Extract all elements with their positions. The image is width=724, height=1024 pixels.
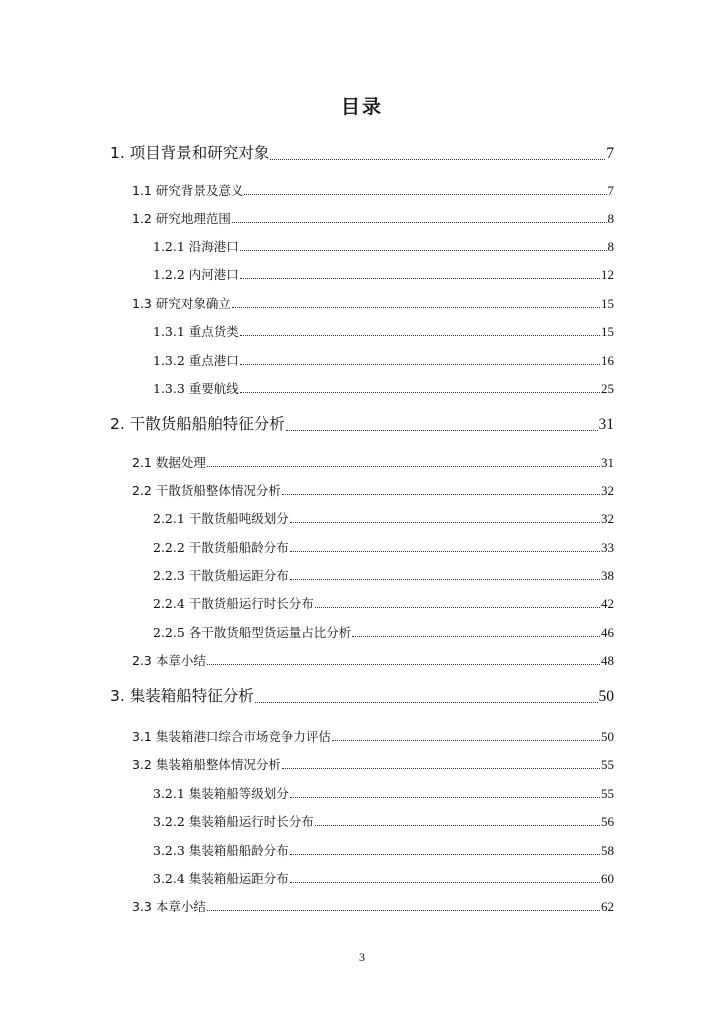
toc-leader-dots	[286, 430, 598, 431]
toc-leader-dots	[240, 392, 600, 393]
toc-entry-page: 8	[607, 211, 614, 226]
toc-entry-label: 1.2.2 内河港口	[153, 266, 239, 282]
toc-entry-label: 2.2.4 干散货船运行时长分布	[153, 595, 314, 611]
toc-entry-page: 33	[601, 540, 614, 555]
toc-leader-dots	[282, 768, 600, 769]
toc-entry-page: 7	[607, 183, 614, 198]
toc-leader-dots	[282, 494, 600, 495]
toc-entry-page: 55	[601, 757, 614, 772]
toc-entry-label: 2.1 数据处理	[132, 454, 206, 470]
toc-leader-dots	[315, 825, 600, 826]
toc-entry-3-3[interactable]	[132, 900, 614, 913]
toc-entry-page: 58	[601, 843, 614, 858]
toc-entry-1-2-2[interactable]	[153, 268, 614, 281]
toc-entry-label: 3.3 本章小结	[132, 898, 206, 914]
toc-entry-label: 1.3.2 重点港口	[153, 352, 239, 368]
toc-entry-2[interactable]	[110, 417, 614, 433]
toc-entry-page: 50	[601, 729, 614, 744]
toc-entry-page: 31	[598, 416, 614, 433]
toc-leader-dots	[240, 278, 600, 279]
toc-entry-page: 8	[607, 239, 614, 254]
toc-entry-page: 62	[601, 899, 614, 914]
toc-entry-page: 7	[606, 145, 614, 162]
toc-entry-label: 1.2 研究地理范围	[132, 210, 231, 226]
toc-entry-1-2-1[interactable]	[153, 240, 614, 253]
toc-leader-dots	[290, 551, 600, 552]
toc-leader-dots	[232, 307, 600, 308]
toc-leader-dots	[207, 910, 600, 911]
toc-entry-page: 50	[598, 688, 614, 705]
toc-entry-page: 38	[601, 568, 614, 583]
toc-entry-label: 1.1 研究背景及意义	[132, 182, 244, 198]
toc-entry-2-2-5[interactable]	[153, 626, 614, 639]
toc-entry-1[interactable]	[110, 146, 614, 162]
toc-entry-1-3-1[interactable]	[153, 325, 614, 338]
toc-entry-label: 3.2.3 集装箱船船龄分布	[153, 842, 289, 858]
toc-entry-label: 1.2.1 沿海港口	[153, 238, 239, 254]
toc-leader-dots	[315, 607, 600, 608]
toc-entry-1-1[interactable]	[132, 184, 614, 197]
toc-entry-page: 55	[601, 786, 614, 801]
toc-leader-dots	[290, 797, 600, 798]
toc-entry-3-1[interactable]	[132, 730, 614, 743]
toc-leader-dots	[240, 335, 600, 336]
toc-leader-dots	[240, 250, 607, 251]
toc-entry-page: 15	[601, 324, 614, 339]
toc-entry-label: 3.1 集装箱港口综合市场竞争力评估	[132, 728, 331, 744]
toc-leader-dots	[290, 522, 600, 523]
toc-entry-label: 3.2.1 集装箱船等级划分	[153, 785, 289, 801]
toc-entry-page: 12	[601, 267, 614, 282]
toc-leader-dots	[270, 159, 605, 160]
toc-entry-1-2[interactable]	[132, 212, 614, 225]
toc-entry-1-3[interactable]	[132, 297, 614, 310]
toc-leader-dots	[332, 740, 600, 741]
toc-entry-page: 25	[601, 381, 614, 396]
toc-entry-2-3[interactable]	[132, 654, 614, 667]
toc-entry-page: 16	[601, 353, 614, 368]
toc-entry-label: 3.2.2 集装箱船运行时长分布	[153, 813, 314, 829]
toc-entry-page: 48	[601, 653, 614, 668]
toc-entry-3-2[interactable]	[132, 758, 614, 771]
toc-entry-1-3-2[interactable]	[153, 354, 614, 367]
toc-leader-dots	[255, 702, 598, 703]
toc-entry-1-3-3[interactable]	[153, 382, 614, 395]
toc-leader-dots	[207, 664, 600, 665]
toc-entry-page: 60	[601, 871, 614, 886]
toc-title: 目录	[340, 96, 383, 118]
page-number: 3	[359, 950, 365, 964]
toc-entry-2-2-2[interactable]	[153, 541, 614, 554]
toc-entry-label: 1.3 研究对象确立	[132, 295, 231, 311]
toc-entry-2-1[interactable]	[132, 456, 614, 469]
toc-leader-dots	[290, 854, 600, 855]
toc-entry-label: 2.2 干散货船整体情况分析	[132, 482, 281, 498]
toc-leader-dots	[240, 364, 600, 365]
toc-entry-label: 2. 干散货船船舶特征分析	[110, 415, 285, 433]
toc-leader-dots	[244, 194, 606, 195]
toc-entry-label: 2.2.2 干散货船船龄分布	[153, 539, 289, 555]
toc-entry-label: 3.2.4 集装箱船运距分布	[153, 870, 289, 886]
toc-entry-page: 15	[601, 296, 614, 311]
toc-entry-2-2-1[interactable]	[153, 512, 614, 525]
toc-entry-label: 2.3 本章小结	[132, 652, 206, 668]
toc-entry-2-2-3[interactable]	[153, 569, 614, 582]
toc-entry-2-2-4[interactable]	[153, 597, 614, 610]
toc-entry-page: 32	[601, 511, 614, 526]
toc-entry-3[interactable]	[110, 689, 614, 705]
toc-entry-page: 32	[601, 483, 614, 498]
toc-entry-label: 1. 项目背景和研究对象	[110, 144, 270, 162]
toc-leader-dots	[352, 636, 600, 637]
toc-entry-page: 31	[601, 455, 614, 470]
toc-entry-3-2-3[interactable]	[153, 844, 614, 857]
toc-entry-3-2-4[interactable]	[153, 872, 614, 885]
toc-entry-label: 3.2 集装箱船整体情况分析	[132, 756, 281, 772]
toc-entry-label: 1.3.3 重要航线	[153, 380, 239, 396]
toc-entry-2-2[interactable]	[132, 484, 614, 497]
toc-leader-dots	[207, 466, 600, 467]
toc-entry-label: 1.3.1 重点货类	[153, 323, 239, 339]
toc-entry-3-2-1[interactable]	[153, 787, 614, 800]
toc-entry-label: 2.2.1 干散货船吨级划分	[153, 510, 289, 526]
toc-entry-page: 56	[601, 814, 614, 829]
toc-leader-dots	[290, 579, 600, 580]
toc-leader-dots	[290, 882, 600, 883]
toc-leader-dots	[232, 222, 607, 223]
toc-entry-page: 42	[601, 596, 614, 611]
toc-entry-3-2-2[interactable]	[153, 815, 614, 828]
toc-entry-label: 2.2.5 各干散货船型货运量占比分析	[153, 624, 352, 640]
toc-entry-label: 2.2.3 干散货船运距分布	[153, 567, 289, 583]
toc-entry-label: 3. 集装箱船特征分析	[110, 687, 254, 705]
toc-entry-page: 46	[601, 625, 614, 640]
